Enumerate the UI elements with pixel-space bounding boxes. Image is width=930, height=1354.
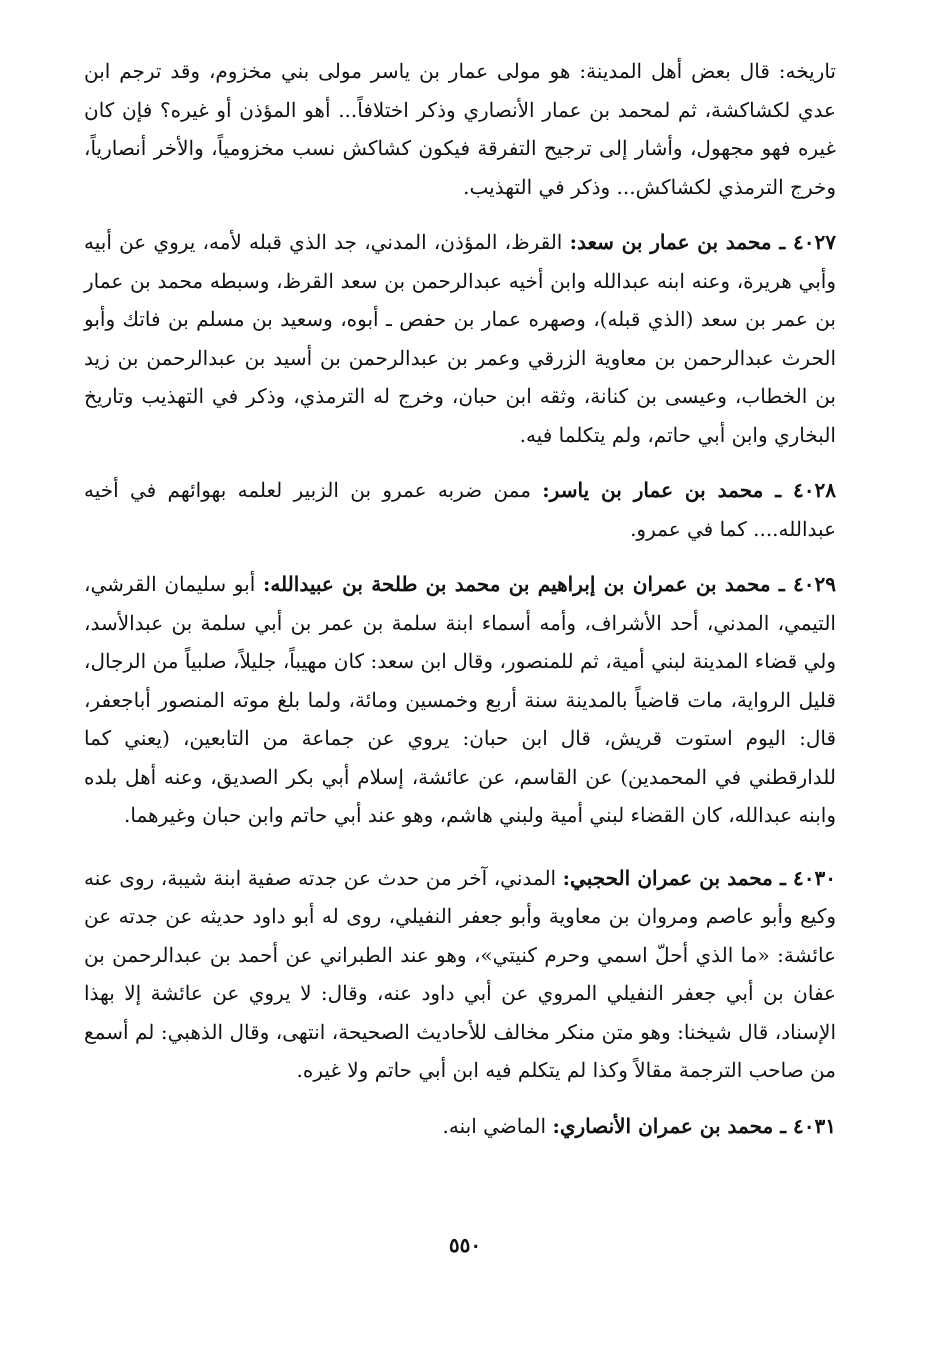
entry-body: الماضي ابنه. (442, 1113, 547, 1138)
entry-4028 (84, 471, 836, 548)
entry-heading: ٤٠٢٨ ـ محمد بن عمار بن ياسر: (542, 478, 837, 502)
entry-body: أبو سليمان القرشي، التيمي، المدني، أحد الأشراف، وأمه أسماء ابنة سلمة بن عمر بن أبي سلمة بن عبدالأسد، ولي قضاء المدينة لبني أمية، ثم للمنصور، وقال ابن سعد: كان مهيباً، جليلاً، صلبياً من الرجال، قليل الرواية، مات قاضياً بالمدينة سنة أربع وخمسين ومائة، ولما بلغ موته المنصور أباجعفر، قال: اليوم استوت قريش، قال ابن حبان: يروي عن جماعة من التابعين، (يعني كما للدارقطني في المحمدين) عن القاسم، عن عائشة، إسلام أبي بكر الصديق، وعنه أهل بلده وابنه عبدالله، كان القضاء لبني أمية ولبني هاشم، وهو عند أبي حاتم وابن حبان وغيرهما. (84, 572, 836, 827)
entry-heading: ٤٠٣٠ ـ محمد بن عمران الحجبي: (562, 865, 836, 890)
entry-body: القرظ، المؤذن، المدني، جد الذي قبله لأمه، يروي عن أبيه وأبي هريرة، وعنه ابنه عبدالله وابن أخيه عبدالرحمن بن سعد القرظ، وسبطه محمد بن عمار بن عمر بن سعد (الذي قبله)، وصهره عمار بن حفص ـ أبوه، وسعيد بن مسلم بن فاتك وأبو الحرث عبدالرحمن بن معاوية الزرقي وعمر بن عبدالرحمن بن أسيد بن عبدالرحمن بن زيد بن الخطاب، وعيسى بن كنانة، وثقه ابن حبان، وخرج له الترمذي، وذكر في التهذيب وتاريخ البخاري وابن أبي حاتم، ولم يتكلما فيه. (84, 230, 836, 447)
entry-4027 (84, 223, 836, 454)
entry-body: المدني، آخر من حدث عن جدته صفية ابنة شيبة، روى عنه وكيع وأبو عاصم ومروان بن معاوية وأبو جعفر النفيلي، روى له أبو داود حديثه عن جدته عن عائشة: «ما الذي أحلّ اسمي وحرم كنيتي»، وهو عند الطبراني عن أحمد بن عبدالرحمن بن عفان بن أبي جعفر النفيلي المروي عن أبي داود عنه، وقال: لا يروي عن عائشة إلا بهذا الإسناد، قال شيخنا: وهو متن منكر مخالف للأحاديث الصحيحة، انتهى، وقال الذهبي: لم أسمع من صاحب الترجمة مقالاً وكذا لم يتكلم فيه ابن أبي حاتم ولا غيره. (84, 865, 837, 1082)
entry-4031 (84, 1107, 836, 1146)
entry-heading: ٤٠٢٩ ـ محمد بن عمران بن إبراهيم بن محمد بن طلحة بن عبيدالله: (262, 572, 836, 596)
entry-heading: ٤٠٣١ ـ محمد بن عمران الأنصاري: (552, 1113, 836, 1138)
entry-4029 (84, 565, 836, 835)
intro-paragraph: تاريخه: قال بعض أهل المدينة: هو مولى عمار بن ياسر مولى بني مخزوم، وقد ترجم ابن عدي لكشاكشة، ثم لمحمد بن عمار الأنصاري وذكر اختلافاً... أهو المؤذن أو غيره؟ فإن كان غيره فهو مجهول، وأشار إلى ترجيح التفرقة فيكون كشاكش نسب مخزومياً، والأخر أنصارياً، وخرج الترمذي لكشاكش... وذكر في التهذيب. (84, 59, 837, 199)
page-content (84, 52, 836, 1145)
entry-body: ممن ضربه عمرو بن الزبير لعلمه بهوائهم في أخيه عبدالله.... كما في عمرو. (84, 478, 836, 541)
entry-4030 (84, 859, 836, 1090)
entry-heading: ٤٠٢٧ ـ محمد بن عمار بن سعد: (569, 230, 837, 254)
page-number: ٥٥٠ (448, 1233, 482, 1257)
